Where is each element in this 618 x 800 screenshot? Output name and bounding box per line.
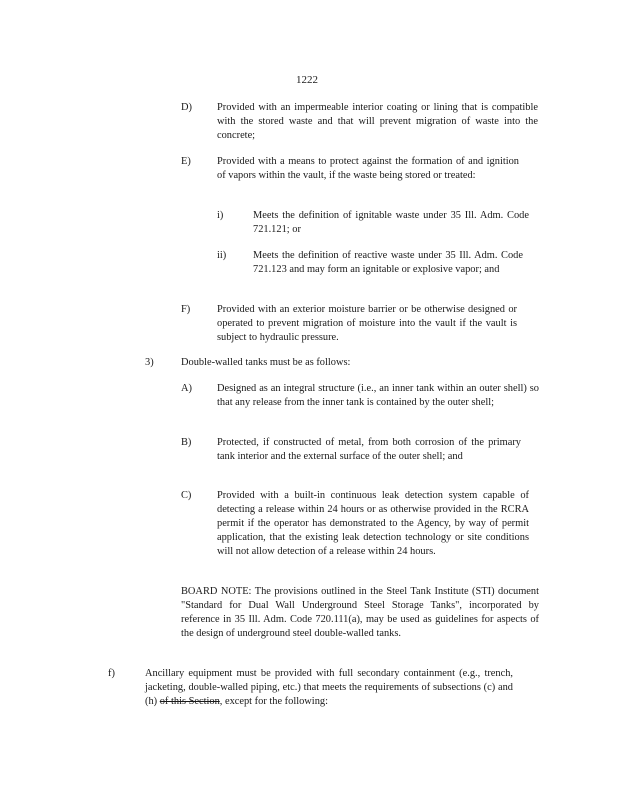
item-text-b: Protected, if constructed of metal, from both corrosion of the primary tank interior and the external surface of the outer shell; and — [217, 437, 521, 462]
subitem-label-ii: ii) — [217, 250, 227, 261]
item-text-f-upper: Provided with an exterior moisture barrier or be otherwise designed or operated to prevent migration of moisture into the vault if the vault is subject to hydraulic pressure. — [217, 304, 517, 343]
item-label-3: 3) — [145, 357, 154, 368]
subitem-text-ii: Meets the definition of reactive waste under 35 Ill. Adm. Code 721.123 and may form an ignitable or explosive vapor; and — [253, 250, 523, 275]
item-label-f-lower: f) — [108, 668, 115, 679]
item-label-b: B) — [181, 437, 192, 448]
item-text-f-lower — [145, 667, 513, 709]
item-text-e: Provided with a means to protect against the formation of and ignition of vapors within the vault, if the waste being stored or treated: — [217, 156, 519, 181]
subitem-text-i: Meets the definition of ignitable waste under 35 Ill. Adm. Code 721.121; or — [253, 210, 529, 235]
page-number: 1222 — [296, 74, 318, 86]
board-note: BOARD NOTE: The provisions outlined in the Steel Tank Institute (STI) document "Standard for Dual Wall Underground Steel Storage Tanks", incorporated by reference in 35 Ill. Adm. Code 720.111(a), may be used as guidelines for aspects of the design of underground steel double-walled tanks. — [181, 586, 539, 639]
item-label-c: C) — [181, 490, 192, 501]
item-text-a: Designed as an integral structure (i.e., an inner tank within an outer shell) so that any release from the inner tank is contained by the outer shell; — [217, 383, 539, 408]
subitem-label-i: i) — [217, 210, 224, 221]
item-text-f-struck: of this Section — [159, 696, 220, 707]
item-text-f-before: Ancillary equipment must be provided with full secondary containment (e.g., trench, jacketing, double-walled piping, etc.) that meets the requirements of subsections (c) and (h) — [145, 668, 513, 707]
item-label-d: D) — [181, 102, 192, 113]
item-text-c: Provided with a built-in continuous leak detection system capable of detecting a release within 24 hours or as otherwise provided in the RCRA permit if the operator has demonstrated to the Agency, by way of permit application, that the existing leak detection technology or site conditions will not allow detection of a release within 24 hours. — [217, 490, 529, 557]
item-text-3: Double-walled tanks must be as follows: — [181, 357, 351, 368]
item-text-d: Provided with an impermeable interior coating or lining that is compatible with the stored waste and that will prevent migration of waste into the concrete; — [217, 102, 538, 141]
item-text-f-after: , except for the following: — [219, 696, 328, 707]
item-label-f-upper: F) — [181, 304, 191, 315]
item-label-a: A) — [181, 383, 192, 394]
item-label-e: E) — [181, 156, 191, 167]
